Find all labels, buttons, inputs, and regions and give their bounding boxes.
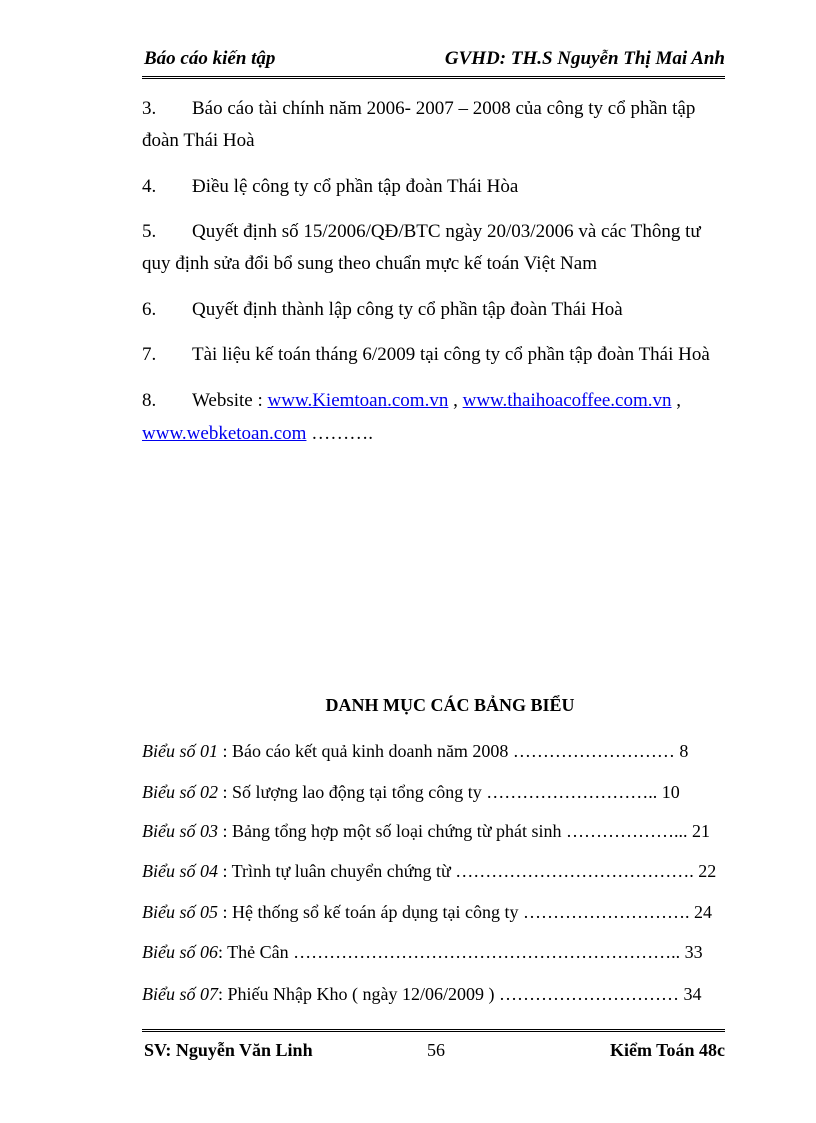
- page-footer: [142, 1040, 725, 1064]
- toc-item: Biểu số 06: Thẻ Cân ……………………………………………………….. 33: [142, 942, 703, 962]
- link-thaihoacoffee[interactable]: www.thaihoacoffee.com.vn: [462, 390, 672, 411]
- toc-title: DANH MỤC CÁC BẢNG BIỂU: [325, 695, 575, 715]
- page-header: [142, 48, 725, 74]
- reference-item-continuation: đoàn Thái Hoà: [142, 130, 255, 151]
- page-number: 56: [427, 1040, 445, 1060]
- reference-item: 7. Tài liệu kế toán tháng 6/2009 tại công ty cổ phần tập đoàn Thái Hoà: [142, 344, 710, 365]
- toc-item: Biểu số 05 : Hệ thống sổ kế toán áp dụng tại công ty ………………………. 24: [142, 902, 712, 922]
- toc-item: Biểu số 07: Phiếu Nhập Kho ( ngày 12/06/2009 ) ………………………… 34: [142, 984, 702, 1004]
- reference-item: 4. Điều lệ công ty cổ phần tập đoàn Thái Hòa: [142, 176, 519, 197]
- reference-item-website: 8. Website : www.Kiemtoan.com.vn , www.thaihoacoffee.com.vn ,: [142, 390, 682, 411]
- toc-item: Biểu số 02 : Số lượng lao động tại tổng công ty ……………………….. 10: [142, 782, 680, 802]
- toc-item: Biểu số 03 : Bảng tổng hợp một số loại chứng từ phát sinh ………………... 21: [142, 821, 711, 841]
- reference-item: 5. Quyết định số 15/2006/QĐ/BTC ngày 20/03/2006 và các Thông tư: [142, 221, 701, 242]
- header-supervisor: GVHD: TH.S Nguyễn Thị Mai Anh: [444, 48, 725, 69]
- toc-item: Biểu số 04 : Trình tự luân chuyển chứng từ …………………………………. 22: [142, 861, 717, 881]
- header-report-title: Báo cáo kiến tập: [144, 48, 276, 69]
- toc-item: Biểu số 01 : Báo cáo kết quả kinh doanh năm 2008 ……………………… 8: [142, 741, 689, 761]
- footer-student: SV: Nguyễn Văn Linh: [144, 1040, 313, 1060]
- footer-class: Kiểm Toán 48c: [609, 1040, 725, 1060]
- header-rule: [142, 76, 725, 79]
- reference-item: 6. Quyết định thành lập công ty cổ phần tập đoàn Thái Hoà: [142, 299, 623, 320]
- reference-item: 3. Báo cáo tài chính năm 2006- 2007 – 2008 của công ty cổ phần tập: [142, 98, 696, 119]
- footer-rule: [142, 1029, 725, 1032]
- link-kiemtoan[interactable]: www.Kiemtoan.com.vn: [267, 390, 449, 411]
- reference-item-continuation: quy định sửa đổi bổ sung theo chuẩn mực kế toán Việt Nam: [142, 253, 597, 274]
- reference-item-continuation: www.webketoan.com ……….: [142, 423, 373, 444]
- link-webketoan[interactable]: www.webketoan.com: [142, 423, 307, 444]
